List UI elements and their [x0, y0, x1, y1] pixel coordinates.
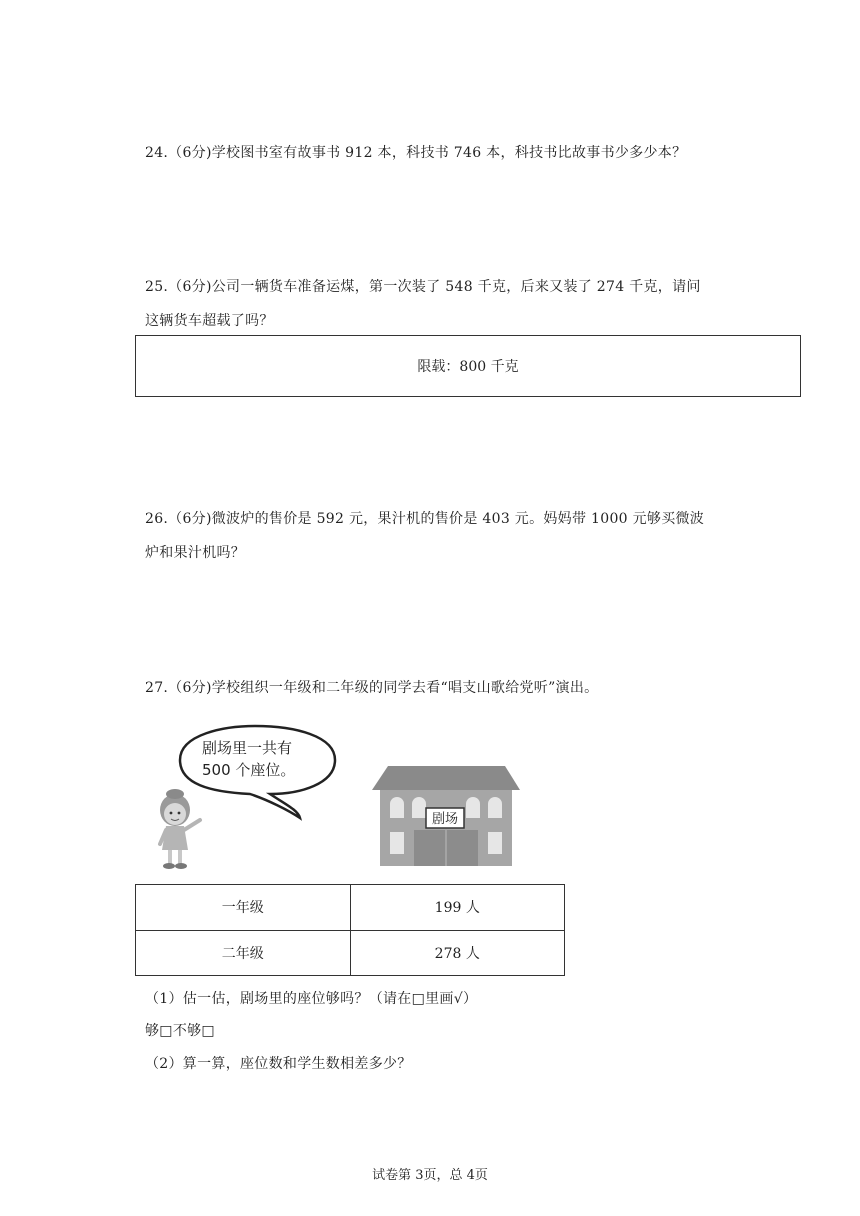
sub-question-1-options: 够□不够□ [145, 1023, 215, 1039]
theater-illustration [150, 722, 530, 872]
speech-bubble-icon [180, 726, 335, 818]
table-row [136, 885, 565, 931]
sub-question-1: （1）估一估，剧场里的座位够吗？（请在□里画√） [145, 991, 478, 1007]
question-27-text: 27.（6分)学校组织一年级和二年级的同学去看“唱支山歌给党听”演出。 [145, 680, 599, 696]
speech-bubble-line1: 剧场里一共有 [202, 739, 293, 757]
table-row [136, 930, 565, 976]
theater-building-icon [372, 766, 520, 866]
question-26-text-line2: 炉和果汁机吗？ [145, 545, 246, 561]
load-limit-box [135, 335, 801, 397]
grade-table [135, 884, 565, 976]
sub-question-2: （2）算一算，座位数和学生数相差多少？ [145, 1056, 412, 1072]
girl-icon [160, 789, 200, 869]
question-25-text-line1: 25.（6分)公司一辆货车准备运煤，第一次装了 548 千克，后来又装了 274 千克，请问 [145, 279, 701, 295]
grade-cell: 二年级 [136, 930, 351, 976]
count-cell: 278 人 [350, 930, 565, 976]
load-limit-text: 限载：800 千克 [417, 359, 519, 375]
grade-cell: 一年级 [136, 885, 351, 931]
theater-sign-text: 剧场 [431, 812, 459, 827]
question-25-text-line2: 这辆货车超载了吗？ [145, 313, 274, 329]
speech-bubble-line2: 500 个座位。 [202, 761, 296, 779]
page-footer: 试卷第 3页，总 4页 [372, 1168, 488, 1183]
count-cell: 199 人 [350, 885, 565, 931]
question-26-text-line1: 26.（6分)微波炉的售价是 592 元，果汁机的售价是 403 元。妈妈带 1000 元够买微波 [145, 511, 705, 527]
question-24-text: 24.（6分)学校图书室有故事书 912 本，科技书 746 本，科技书比故事书少多少本？ [145, 145, 687, 161]
